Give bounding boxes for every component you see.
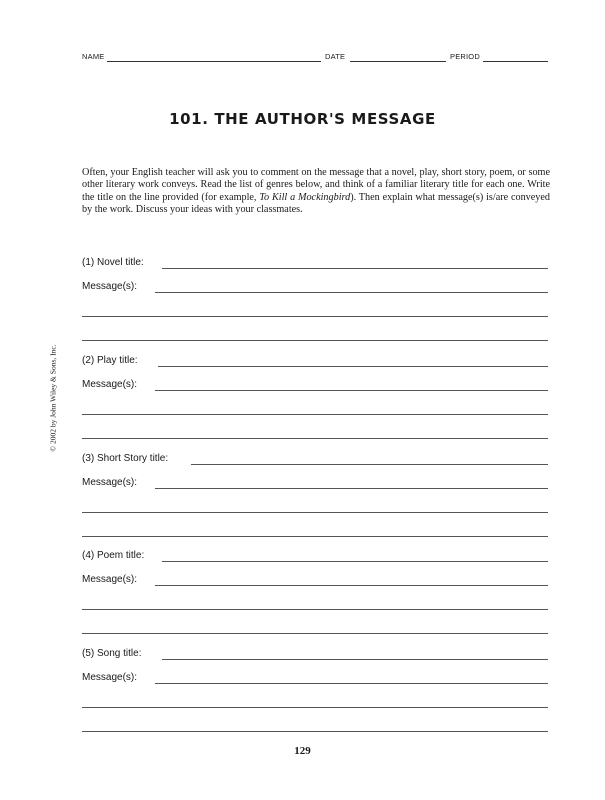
song-title-label: (5) Song title:: [82, 648, 142, 659]
novel-title-label: (1) Novel title:: [82, 257, 144, 268]
novel-message-line[interactable]: [155, 292, 548, 293]
page-title: 101. THE AUTHOR'S MESSAGE: [169, 110, 436, 128]
message-row: [82, 672, 548, 686]
novel-message-label: Message(s):: [82, 281, 138, 292]
novel-title-line[interactable]: [162, 268, 548, 269]
play-answer-line[interactable]: [82, 438, 548, 439]
date-label: DATE: [325, 52, 346, 61]
title-row: [82, 257, 548, 271]
period-field-line[interactable]: [483, 61, 548, 62]
period-label: PERIOD: [450, 52, 480, 61]
play-answer-line[interactable]: [82, 414, 548, 415]
poem-answer-line[interactable]: [82, 633, 548, 634]
message-row: [82, 574, 548, 588]
title-row: [82, 355, 548, 369]
title-row: [82, 648, 548, 662]
copyright-notice: © 2002 by John Wiley & Sons, Inc.: [48, 344, 58, 452]
date-field-line[interactable]: [350, 61, 446, 62]
play-title-label: (2) Play title:: [82, 355, 138, 366]
song-title-line[interactable]: [162, 659, 548, 660]
poem-title-line[interactable]: [162, 561, 548, 562]
poem-title-label: (4) Poem title:: [82, 550, 145, 561]
play-title-line[interactable]: [158, 366, 548, 367]
message-row: [82, 281, 548, 295]
short-story-answer-line[interactable]: [82, 536, 548, 537]
instructions-text-start: Often, your English teacher will ask you to comment on the message that a novel, play, short story, poem, or some other literary work conveys. Read the list of genres below, and think of a familiar literary title for each one. Write the title on the line provided (for example,: [82, 167, 550, 203]
song-message-line[interactable]: [155, 683, 548, 684]
student-info-header: [82, 52, 548, 66]
short-story-answer-line[interactable]: [82, 512, 548, 513]
message-row: [82, 477, 548, 491]
title-row: [82, 453, 548, 467]
example-title: To Kill a Mockingbird: [259, 191, 351, 203]
poem-message-label: Message(s):: [82, 574, 138, 585]
instructions-text-end: ). Then explain what message(s) is/are conveyed by the work. Discuss your ideas with your classmates.: [82, 191, 550, 216]
name-field-line[interactable]: [107, 61, 321, 62]
short-story-title-label: (3) Short Story title:: [82, 453, 169, 464]
page-number: 129: [294, 745, 311, 757]
song-answer-line[interactable]: [82, 707, 548, 708]
novel-answer-line[interactable]: [82, 316, 548, 317]
novel-answer-line[interactable]: [82, 340, 548, 341]
play-message-label: Message(s):: [82, 379, 138, 390]
name-label: NAME: [82, 52, 105, 61]
song-message-label: Message(s):: [82, 672, 138, 683]
play-message-line[interactable]: [155, 390, 548, 391]
poem-answer-line[interactable]: [82, 609, 548, 610]
song-answer-line[interactable]: [82, 731, 548, 732]
message-row: [82, 379, 548, 393]
poem-message-line[interactable]: [155, 585, 548, 586]
title-row: [82, 550, 548, 564]
instructions-paragraph: [82, 167, 550, 217]
short-story-title-line[interactable]: [191, 464, 548, 465]
short-story-message-line[interactable]: [155, 488, 548, 489]
short-story-message-label: Message(s):: [82, 477, 138, 488]
